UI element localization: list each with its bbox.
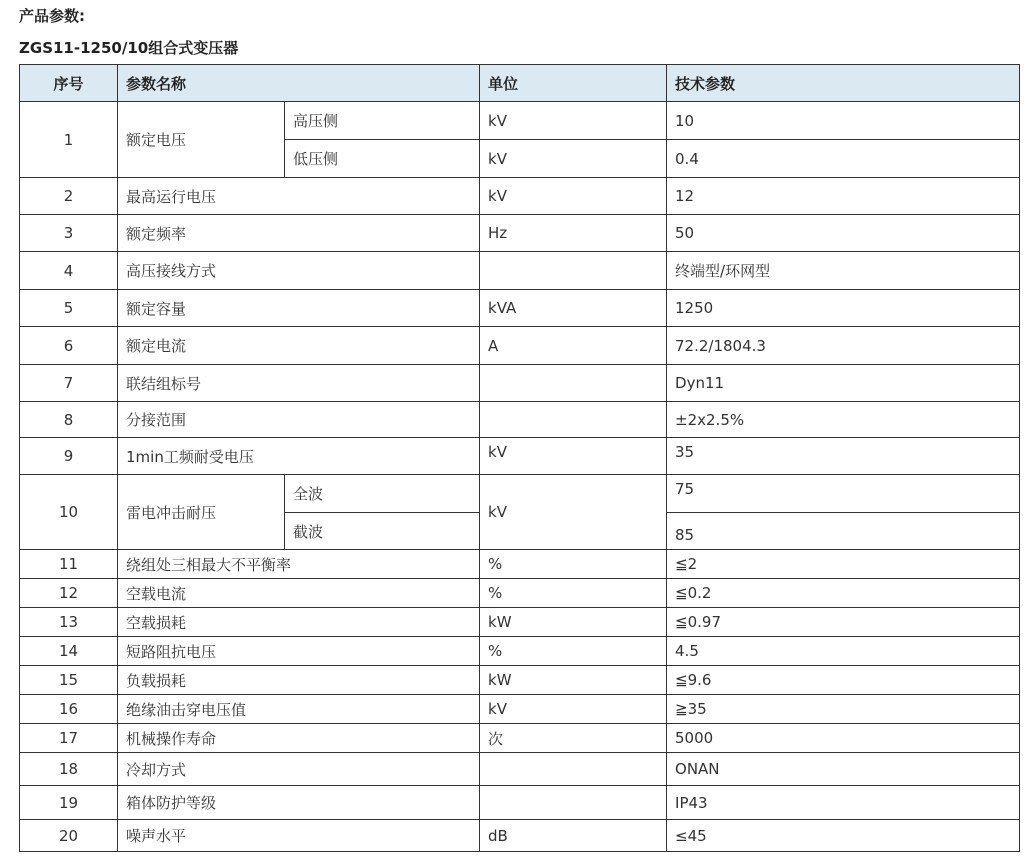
row-no: 12 bbox=[20, 579, 118, 608]
row-name: 高压接线方式 bbox=[118, 252, 480, 290]
header-no: 序号 bbox=[20, 65, 118, 102]
header-value: 技术参数 bbox=[667, 65, 1020, 102]
row-no: 19 bbox=[20, 786, 118, 820]
row-value: 0.4 bbox=[667, 140, 1020, 178]
row-value: 4.5 bbox=[667, 637, 1020, 666]
row-unit: kW bbox=[480, 608, 667, 637]
table-row bbox=[20, 402, 1020, 438]
row-sub-label: 高压侧 bbox=[285, 102, 480, 140]
row-value: 终端型/环网型 bbox=[667, 252, 1020, 290]
row-name: 1min工频耐受电压 bbox=[118, 438, 480, 475]
header-unit: 单位 bbox=[480, 65, 667, 102]
row-unit: % bbox=[480, 637, 667, 666]
row-unit: Hz bbox=[480, 215, 667, 252]
row-unit bbox=[480, 365, 667, 402]
row-value: Dyn11 bbox=[667, 365, 1020, 402]
row-no: 5 bbox=[20, 290, 118, 327]
row-no: 8 bbox=[20, 402, 118, 438]
row-no: 18 bbox=[20, 753, 118, 786]
table-row bbox=[20, 215, 1020, 252]
row-no: 15 bbox=[20, 666, 118, 695]
table-row bbox=[20, 608, 1020, 637]
row-no: 17 bbox=[20, 724, 118, 753]
row-name: 额定电压 bbox=[118, 102, 285, 178]
row-name: 雷电冲击耐压 bbox=[118, 475, 285, 550]
table-body-a bbox=[20, 178, 1020, 475]
row-unit: kV bbox=[480, 695, 667, 724]
row-value: 50 bbox=[667, 215, 1020, 252]
row-no: 4 bbox=[20, 252, 118, 290]
row-sub-label: 全波 bbox=[285, 475, 480, 513]
table-row bbox=[20, 695, 1020, 724]
row-no: 6 bbox=[20, 327, 118, 365]
row-name: 额定容量 bbox=[118, 290, 480, 327]
row-no: 14 bbox=[20, 637, 118, 666]
table-row bbox=[20, 475, 1020, 513]
header-name: 参数名称 bbox=[118, 65, 480, 102]
spec-table bbox=[19, 64, 1020, 852]
row-unit bbox=[480, 402, 667, 438]
row-unit: 次 bbox=[480, 724, 667, 753]
row-sub-label: 截波 bbox=[285, 513, 480, 550]
row-value: 72.2/1804.3 bbox=[667, 327, 1020, 365]
row-no: 11 bbox=[20, 550, 118, 579]
row-value: ±2x2.5% bbox=[667, 402, 1020, 438]
table-row bbox=[20, 252, 1020, 290]
row-value: 85 bbox=[667, 513, 1020, 550]
row-unit: kV bbox=[480, 475, 667, 550]
row-unit: kV bbox=[480, 178, 667, 215]
row-name: 额定电流 bbox=[118, 327, 480, 365]
table-row bbox=[20, 724, 1020, 753]
row-unit: A bbox=[480, 327, 667, 365]
row-no: 2 bbox=[20, 178, 118, 215]
row-unit: % bbox=[480, 579, 667, 608]
row-name: 联结组标号 bbox=[118, 365, 480, 402]
table-row bbox=[20, 579, 1020, 608]
row-no: 10 bbox=[20, 475, 118, 550]
row-unit: dB bbox=[480, 820, 667, 852]
table-row bbox=[20, 753, 1020, 786]
table-row bbox=[20, 102, 1020, 140]
table-row bbox=[20, 327, 1020, 365]
row-unit: % bbox=[480, 550, 667, 579]
row-name: 绕组处三相最大不平衡率 bbox=[118, 550, 480, 579]
row-no: 3 bbox=[20, 215, 118, 252]
row-no: 1 bbox=[20, 102, 118, 178]
row-unit: kW bbox=[480, 666, 667, 695]
row-name: 冷却方式 bbox=[118, 753, 480, 786]
row-no: 20 bbox=[20, 820, 118, 852]
row-value: ≦0.97 bbox=[667, 608, 1020, 637]
table-row bbox=[20, 786, 1020, 820]
table-row bbox=[20, 820, 1020, 852]
row-name: 额定频率 bbox=[118, 215, 480, 252]
table-row bbox=[20, 178, 1020, 215]
table-row bbox=[20, 290, 1020, 327]
row-no: 13 bbox=[20, 608, 118, 637]
row-value: ≦9.6 bbox=[667, 666, 1020, 695]
table-row bbox=[20, 666, 1020, 695]
table-row bbox=[20, 365, 1020, 402]
row-value: ONAN bbox=[667, 753, 1020, 786]
row-value: 12 bbox=[667, 178, 1020, 215]
row-unit: kVA bbox=[480, 290, 667, 327]
row-value: 5000 bbox=[667, 724, 1020, 753]
row-name: 分接范围 bbox=[118, 402, 480, 438]
row-name: 空载损耗 bbox=[118, 608, 480, 637]
row-unit bbox=[480, 786, 667, 820]
row-value: 35 bbox=[667, 438, 1020, 475]
row-name: 短路阻抗电压 bbox=[118, 637, 480, 666]
table-header-row bbox=[20, 65, 1020, 102]
row-name: 负载损耗 bbox=[118, 666, 480, 695]
row-value: ≦2 bbox=[667, 550, 1020, 579]
row-name: 最高运行电压 bbox=[118, 178, 480, 215]
table-row bbox=[20, 550, 1020, 579]
row-value: 75 bbox=[667, 475, 1020, 513]
row-value: ≧35 bbox=[667, 695, 1020, 724]
row-name: 箱体防护等级 bbox=[118, 786, 480, 820]
product-model-title: ZGS11-1250/10组合式变压器 bbox=[19, 39, 239, 57]
row-no: 16 bbox=[20, 695, 118, 724]
row-no: 7 bbox=[20, 365, 118, 402]
table-row bbox=[20, 637, 1020, 666]
row-unit: kV bbox=[480, 102, 667, 140]
row-value: IP43 bbox=[667, 786, 1020, 820]
row-value: ≤45 bbox=[667, 820, 1020, 852]
row-unit bbox=[480, 252, 667, 290]
table-body-b bbox=[20, 550, 1020, 852]
row-name: 机械操作寿命 bbox=[118, 724, 480, 753]
row-unit: kV bbox=[480, 140, 667, 178]
row-name: 噪声水平 bbox=[118, 820, 480, 852]
table-row bbox=[20, 438, 1020, 475]
row-unit: kV bbox=[480, 438, 667, 475]
row-value: ≦0.2 bbox=[667, 579, 1020, 608]
row-unit bbox=[480, 753, 667, 786]
row-name: 空载电流 bbox=[118, 579, 480, 608]
row-no: 9 bbox=[20, 438, 118, 475]
row-name: 绝缘油击穿电压值 bbox=[118, 695, 480, 724]
row-value: 10 bbox=[667, 102, 1020, 140]
row-value: 1250 bbox=[667, 290, 1020, 327]
row-sub-label: 低压侧 bbox=[285, 140, 480, 178]
section-heading: 产品参数: bbox=[19, 7, 85, 25]
